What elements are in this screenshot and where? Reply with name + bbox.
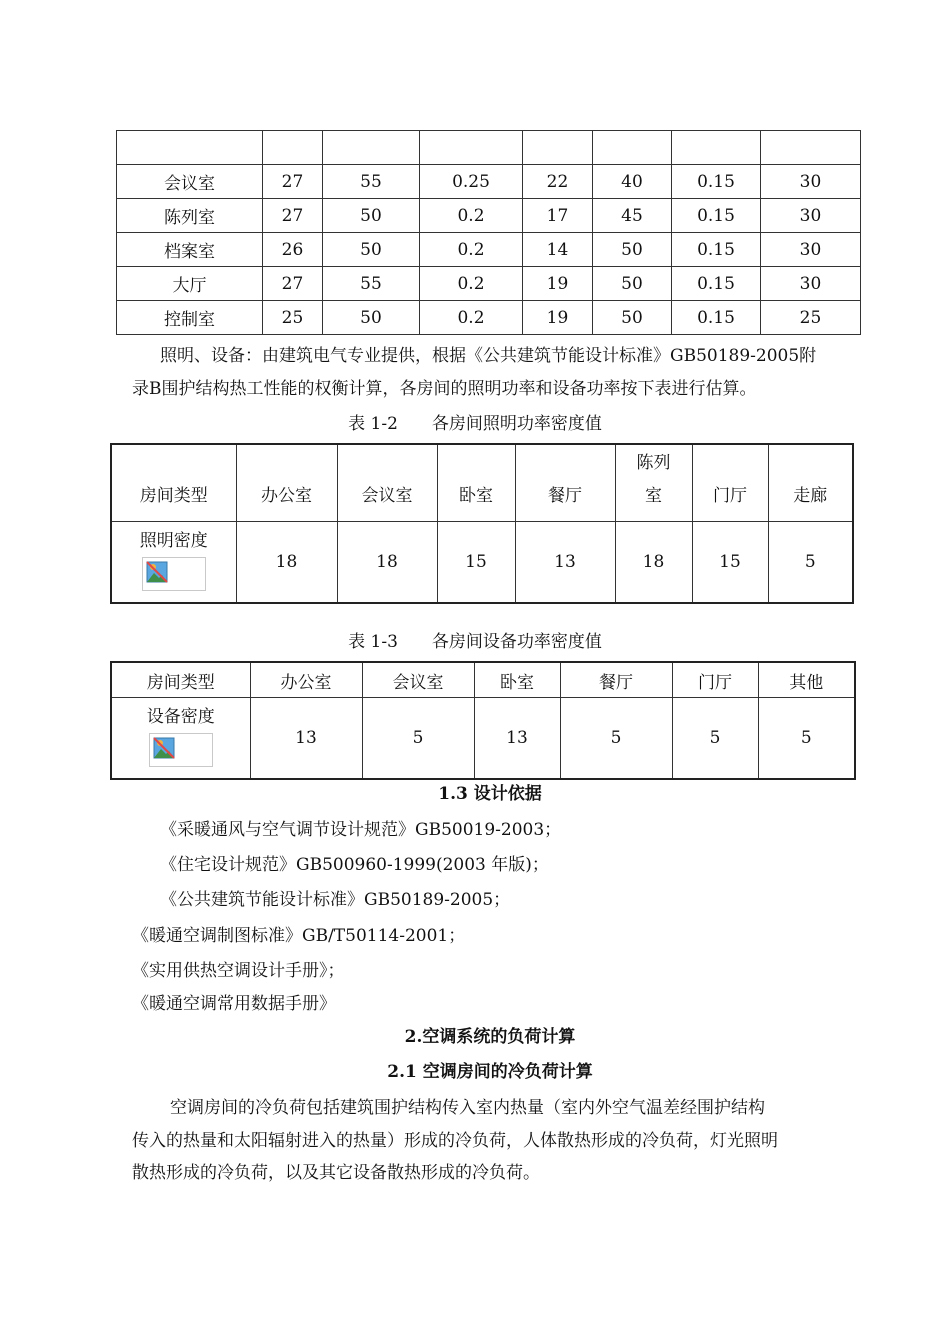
value-cell: 17	[523, 199, 593, 233]
value-cell: 50	[593, 301, 672, 335]
value-cell: 25	[761, 301, 861, 335]
reference-item: 《住宅设计规范》GB500960-1999(2003 年版)；	[160, 855, 549, 875]
value-cell: 40	[593, 165, 672, 199]
value-cell: 13	[250, 698, 362, 780]
room-cell: 档案室	[117, 233, 263, 267]
reference-item: 《采暖通风与空气调节设计规范》GB50019-2003；	[160, 820, 562, 840]
broken-image-icon	[142, 557, 206, 591]
value-cell: 18	[615, 522, 692, 604]
header-cell: 房间类型	[111, 662, 250, 698]
reference-item: 《公共建筑节能设计标准》GB50189-2005；	[160, 890, 511, 910]
header-cell: 会议室	[337, 444, 437, 522]
value-cell: 27	[263, 267, 323, 301]
para-cooling-line1: 空调房间的冷负荷包括建筑围护结构传入室内热量（室内外空气温差经围护结构	[170, 1098, 765, 1118]
header-cell: 餐厅	[560, 662, 672, 698]
value-cell: 50	[323, 301, 420, 335]
room-cell: 陈列室	[117, 199, 263, 233]
value-cell: 55	[323, 165, 420, 199]
value-cell: 27	[263, 199, 323, 233]
room-cell: 会议室	[117, 165, 263, 199]
value-cell: 0.2	[420, 199, 523, 233]
room-cell: 控制室	[117, 301, 263, 335]
value-cell: 18	[236, 522, 337, 604]
section-heading-2-1: 2.1 空调房间的冷负荷计算	[387, 1062, 593, 1082]
reference-item: 《暖通空调常用数据手册》	[132, 994, 336, 1014]
header-cell	[615, 444, 692, 522]
row-label-cell	[111, 522, 236, 604]
table-1-2-caption: 表 1-2 各房间照明功率密度值	[348, 414, 602, 434]
value-cell: 22	[523, 165, 593, 199]
value-cell: 50	[593, 233, 672, 267]
value-cell: 5	[362, 698, 474, 780]
value-cell: 0.2	[420, 233, 523, 267]
value-cell: 50	[323, 199, 420, 233]
header-part: 陈列	[636, 453, 671, 473]
table-1-3-caption: 表 1-3 各房间设备功率密度值	[348, 632, 602, 652]
value-cell: 5	[758, 698, 855, 780]
header-cell: 走廊	[768, 444, 853, 522]
value-cell: 19	[523, 267, 593, 301]
reference-item: 《实用供热空调设计手册》；	[132, 961, 345, 981]
header-cell: 卧室	[437, 444, 515, 522]
header-cell: 会议室	[362, 662, 474, 698]
value-cell: 30	[761, 267, 861, 301]
header-cell: 办公室	[250, 662, 362, 698]
table-header-row	[111, 444, 853, 522]
value-cell: 0.2	[420, 267, 523, 301]
value-cell: 5	[560, 698, 672, 780]
value-cell: 0.15	[672, 233, 761, 267]
value-cell: 27	[263, 165, 323, 199]
room-cell: 大厅	[117, 267, 263, 301]
value-cell: 0.25	[420, 165, 523, 199]
header-cell: 房间类型	[111, 444, 236, 522]
value-cell: 26	[263, 233, 323, 267]
value-cell: 25	[263, 301, 323, 335]
para-lighting-line1: 照明、设备：由建筑电气专业提供，根据《公共建筑节能设计标准》GB50189-2005附	[160, 346, 817, 366]
table-row	[117, 199, 861, 233]
value-cell: 55	[323, 267, 420, 301]
section-heading-1-3: 1.3 设计依据	[438, 784, 542, 804]
section-heading-2: 2.空调系统的负荷计算	[404, 1027, 576, 1047]
value-cell: 50	[593, 267, 672, 301]
value-cell: 30	[761, 165, 861, 199]
header-cell: 办公室	[236, 444, 337, 522]
table-1-2	[110, 443, 854, 604]
header-cell: 门厅	[692, 444, 768, 522]
table-row-empty	[117, 131, 861, 165]
para-cooling-line2: 传入的热量和太阳辐射进入的热量）形成的冷负荷，人体散热形成的冷负荷，灯光照明	[132, 1131, 778, 1151]
para-cooling-line3: 散热形成的冷负荷，以及其它设备散热形成的冷负荷。	[132, 1163, 540, 1183]
value-cell: 0.15	[672, 267, 761, 301]
header-cell: 卧室	[474, 662, 560, 698]
value-cell: 0.15	[672, 301, 761, 335]
value-cell: 18	[337, 522, 437, 604]
value-cell: 15	[437, 522, 515, 604]
value-cell: 14	[523, 233, 593, 267]
table-row	[117, 165, 861, 199]
header-cell: 门厅	[672, 662, 758, 698]
value-cell: 0.2	[420, 301, 523, 335]
table-row	[117, 301, 861, 335]
row-label-cell	[111, 698, 250, 780]
value-cell: 0.15	[672, 165, 761, 199]
broken-image-icon	[149, 733, 213, 767]
value-cell: 0.15	[672, 199, 761, 233]
reference-item: 《暖通空调制图标准》GB/T50114-2001；	[132, 926, 466, 946]
value-cell: 30	[761, 199, 861, 233]
header-cell: 其他	[758, 662, 855, 698]
table-header-row	[111, 662, 855, 698]
table-1-1	[116, 130, 861, 335]
table-row	[117, 233, 861, 267]
para-lighting-line2: 录B围护结构热工性能的权衡计算，各房间的照明功率和设备功率按下表进行估算。	[132, 379, 757, 399]
value-cell: 19	[523, 301, 593, 335]
value-cell: 13	[474, 698, 560, 780]
value-cell: 30	[761, 233, 861, 267]
value-cell: 50	[323, 233, 420, 267]
table-row	[111, 698, 855, 780]
value-cell: 5	[768, 522, 853, 604]
table-row	[117, 267, 861, 301]
row-label: 设备密度	[146, 707, 215, 727]
value-cell: 15	[692, 522, 768, 604]
value-cell: 13	[515, 522, 615, 604]
table-1-3	[110, 661, 856, 780]
value-cell: 45	[593, 199, 672, 233]
row-label: 照明密度	[139, 531, 208, 551]
table-row	[111, 522, 853, 604]
value-cell: 5	[672, 698, 758, 780]
header-cell: 餐厅	[515, 444, 615, 522]
header-part: 室	[645, 486, 662, 506]
